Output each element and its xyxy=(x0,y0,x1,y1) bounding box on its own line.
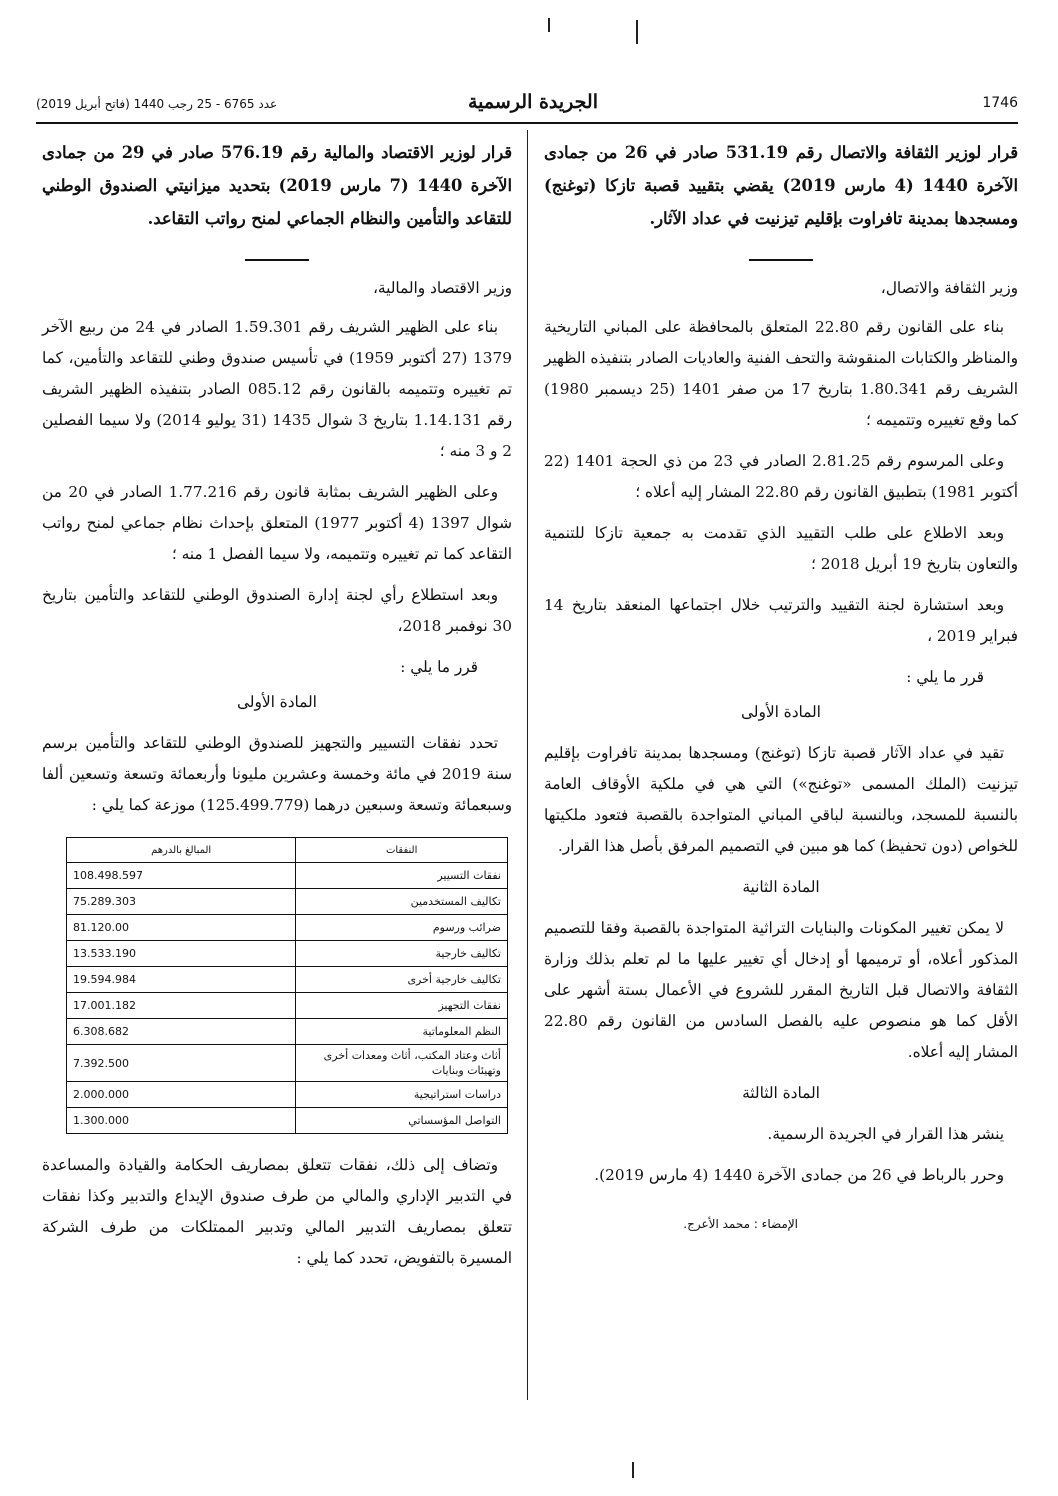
decided-statement: قرر ما يلي : xyxy=(906,668,984,686)
decided-statement: قرر ما يلي : xyxy=(400,658,478,676)
scan-mark xyxy=(632,1462,634,1478)
scan-mark xyxy=(548,18,550,32)
article-text: تقيد في عداد الآثار قصبة تازكا (توغنج) ومسجدها بمدينة تافراوت بإقليم تيزنيت (الملك المسمى «توغنج») التي هي في ملكية الأوقاف العامة بالنسبة للمسجد، وبالنسبة لباقي المباني المتواجدة بالقصبة فتعود ملكيتها للخواص (دون تحفيظ) كما هو مبين في التصميم المرفق بأصل هذا القرار. xyxy=(544,744,1018,855)
table-cell-label: النظم المعلوماتية xyxy=(296,1019,508,1045)
article-text: تحدد نفقات التسيير والتجهيز للصندوق الوطني للتقاعد والتأمين برسم سنة 2019 في مائة وخمسة وعشرين مليونا وأربعمائة وتسعة وتسعين ألفا وسبعمائة وتسعة وسبعين درهما (125.499.779) موزعة كما يلي : xyxy=(42,734,513,814)
table-row xyxy=(67,993,508,1019)
preamble-paragraph: بناء على القانون رقم 22.80 المتعلق بالمحافظة على المباني التاريخية والمناظر والكتابات المنقوشة والتحف الفنية والعاديات الصادر بتنفيذه الظهير الشريف رقم 1.80.341 بتاريخ 17 من صفر 1401 (25 ديسمبر 1980) كما وقع تغييره وتتميمه ؛ xyxy=(544,318,1019,429)
table-row xyxy=(67,1082,508,1108)
article-text: لا يمكن تغيير المكونات والبنايات التراثية المتواجدة بالقصبة وفقا للتصميم المذكور أعلاه، أو ترميمها أو إدخال أي تغيير عليها ما لم تعلم بذلك وزارة الثقافة والاتصال قبل التاريخ المقرر للشروع في الأعمال بستة أشهر على الأقل كما هو منصوص عليه بالفصل السادس من القانون رقم 22.80 المشار إليه أعلاه. xyxy=(544,919,1018,1061)
journal-title: الجريدة الرسمية xyxy=(467,91,598,113)
preamble-paragraph: وعلى المرسوم رقم 2.81.25 الصادر في 23 من ذي الحجة 1401 (22 أكتوبر 1981) بتطبيق القانون رقم 22.80 المشار إليه أعلاه ؛ xyxy=(544,452,1018,501)
page-number: 1746 xyxy=(982,95,1018,111)
table-cell-amount: 7.392.500 xyxy=(67,1045,296,1082)
table-cell-label: تكاليف خارجية أخرى xyxy=(296,967,508,993)
article-text: ينشر هذا القرار في الجريدة الرسمية. xyxy=(767,1125,1004,1143)
table-row xyxy=(67,1045,508,1082)
table-row xyxy=(67,915,508,941)
table-cell-amount: 17.001.182 xyxy=(67,993,296,1019)
article-heading: المادة الأولى xyxy=(741,703,821,721)
title-divider xyxy=(749,259,813,261)
article-heading: المادة الأولى xyxy=(237,693,317,711)
table-cell-label: نفقات التجهيز xyxy=(296,993,508,1019)
header-rule xyxy=(36,122,1018,124)
table-row xyxy=(67,941,508,967)
table-header-row xyxy=(67,838,508,863)
budget-table xyxy=(66,837,508,1134)
table-cell-label: تكاليف المستخدمين xyxy=(296,889,508,915)
preamble-paragraph: وبعد استطلاع رأي لجنة إدارة الصندوق الوطني للتقاعد والتأمين بتاريخ 30 نوفمبر 2018، xyxy=(42,586,512,635)
table-cell-label: دراسات استراتيجية xyxy=(296,1082,508,1108)
table-cell-label: ضرائب ورسوم xyxy=(296,915,508,941)
issue-info: عدد 6765 - 25 رجب 1440 (فاتح أبريل 2019) xyxy=(36,97,278,111)
table-cell-amount: 19.594.984 xyxy=(67,967,296,993)
table-cell-amount: 13.533.190 xyxy=(67,941,296,967)
article-heading: المادة الثانية xyxy=(742,878,820,896)
table-row xyxy=(67,863,508,889)
table-row xyxy=(67,1019,508,1045)
table-cell-amount: 75.289.303 xyxy=(67,889,296,915)
page-header xyxy=(36,93,1018,119)
done-at: وحرر بالرباط في 26 من جمادى الآخرة 1440 (4 مارس 2019). xyxy=(594,1166,1004,1184)
preamble-paragraph: بناء على الظهير الشريف رقم 1.59.301 الصادر في 24 من ربيع الآخر 1379 (27 أكتوبر 1959) في تأسيس صندوق وطني للتقاعد والتأمين، كما تم تغييره وتتميمه بالقانون رقم 085.12 الصادر بتنفيذه الظهير الشريف رقم 1.14.131 بتاريخ 3 شوال 1435 (31 يوليو 2014) ولا سيما الفصلين 2 و 3 منه ؛ xyxy=(42,318,513,460)
article-heading: المادة الثالثة xyxy=(742,1084,820,1102)
scan-marks xyxy=(0,18,1058,48)
title-divider xyxy=(245,259,309,261)
decree-authority: وزير الثقافة والاتصال، xyxy=(880,279,1018,297)
table-row xyxy=(67,967,508,993)
preamble-paragraph: وبعد الاطلاع على طلب التقييد الذي تقدمت به جمعية تازكا للتنمية والتعاون بتاريخ 19 أبريل 2018 ؛ xyxy=(544,524,1018,573)
table-cell-amount: 6.308.682 xyxy=(67,1019,296,1045)
table-cell-label: التواصل المؤسساتي xyxy=(296,1108,508,1134)
preamble-paragraph: وعلى الظهير الشريف بمثابة قانون رقم 1.77.216 الصادر في 20 من شوال 1397 (4 أكتوبر 1977) المتعلق بإحداث نظام جماعي لمنح رواتب التقاعد كما تم تغييره وتتميمه، ولا سيما الفصل 1 منه ؛ xyxy=(42,483,512,563)
left-column xyxy=(42,136,512,1284)
table-cell-label: تكاليف خارجية xyxy=(296,941,508,967)
table-cell-amount: 2.000.000 xyxy=(67,1082,296,1108)
table-row xyxy=(67,1108,508,1134)
scan-mark xyxy=(636,20,638,44)
decree-title: قرار لوزير الاقتصاد والمالية رقم 576.19 صادر في 29 من جمادى الآخرة 1440 (7 مارس 2019) بتحديد ميزانيتي الصندوق الوطني للتقاعد والتأمين والنظام الجماعي لمنح رواتب التقاعد. xyxy=(42,143,512,228)
signature: الإمضاء : محمد الأعرج. xyxy=(683,1217,798,1231)
table-cell-amount: 1.300.000 xyxy=(67,1108,296,1134)
closing-paragraph: وتضاف إلى ذلك، نفقات تتعلق بمصاريف الحكامة والقيادة والمساعدة في التدبير الإداري والمالي من طرف صندوق الإيداع والتدبير وكذا نفقات تتعلق بمصاريف التدبير المالي وتدبير الممتلكات من طرف الشركة المسيرة بالتفويض، تحدد كما يلي : xyxy=(42,1156,512,1267)
table-header-amounts: المبالغ بالدرهم xyxy=(67,838,296,863)
right-column xyxy=(544,136,1018,1240)
preamble-paragraph: وبعد استشارة لجنة التقييد والترتيب خلال اجتماعها المنعقد بتاريخ 14 فبراير 2019 ، xyxy=(544,596,1018,645)
table-header-expenses: النفقات xyxy=(296,838,508,863)
table-row xyxy=(67,889,508,915)
decree-title: قرار لوزير الثقافة والاتصال رقم 531.19 صادر في 26 من جمادى الآخرة 1440 (4 مارس 2019) يقضي بتقييد قصبة تازكا (توغنج) ومسجدها بمدينة تافراوت بإقليم تيزنيت في عداد الآثار. xyxy=(544,143,1019,228)
column-separator xyxy=(527,130,528,1400)
table-cell-label: أثاث وعتاد المكتب، أثاث ومعدات أخرى وتهيئات وبنايات xyxy=(296,1045,508,1082)
table-cell-label: نفقات التسيير xyxy=(296,863,508,889)
table-cell-amount: 108.498.597 xyxy=(67,863,296,889)
decree-authority: وزير الاقتصاد والمالية، xyxy=(372,279,512,297)
table-cell-amount: 81.120.00 xyxy=(67,915,296,941)
